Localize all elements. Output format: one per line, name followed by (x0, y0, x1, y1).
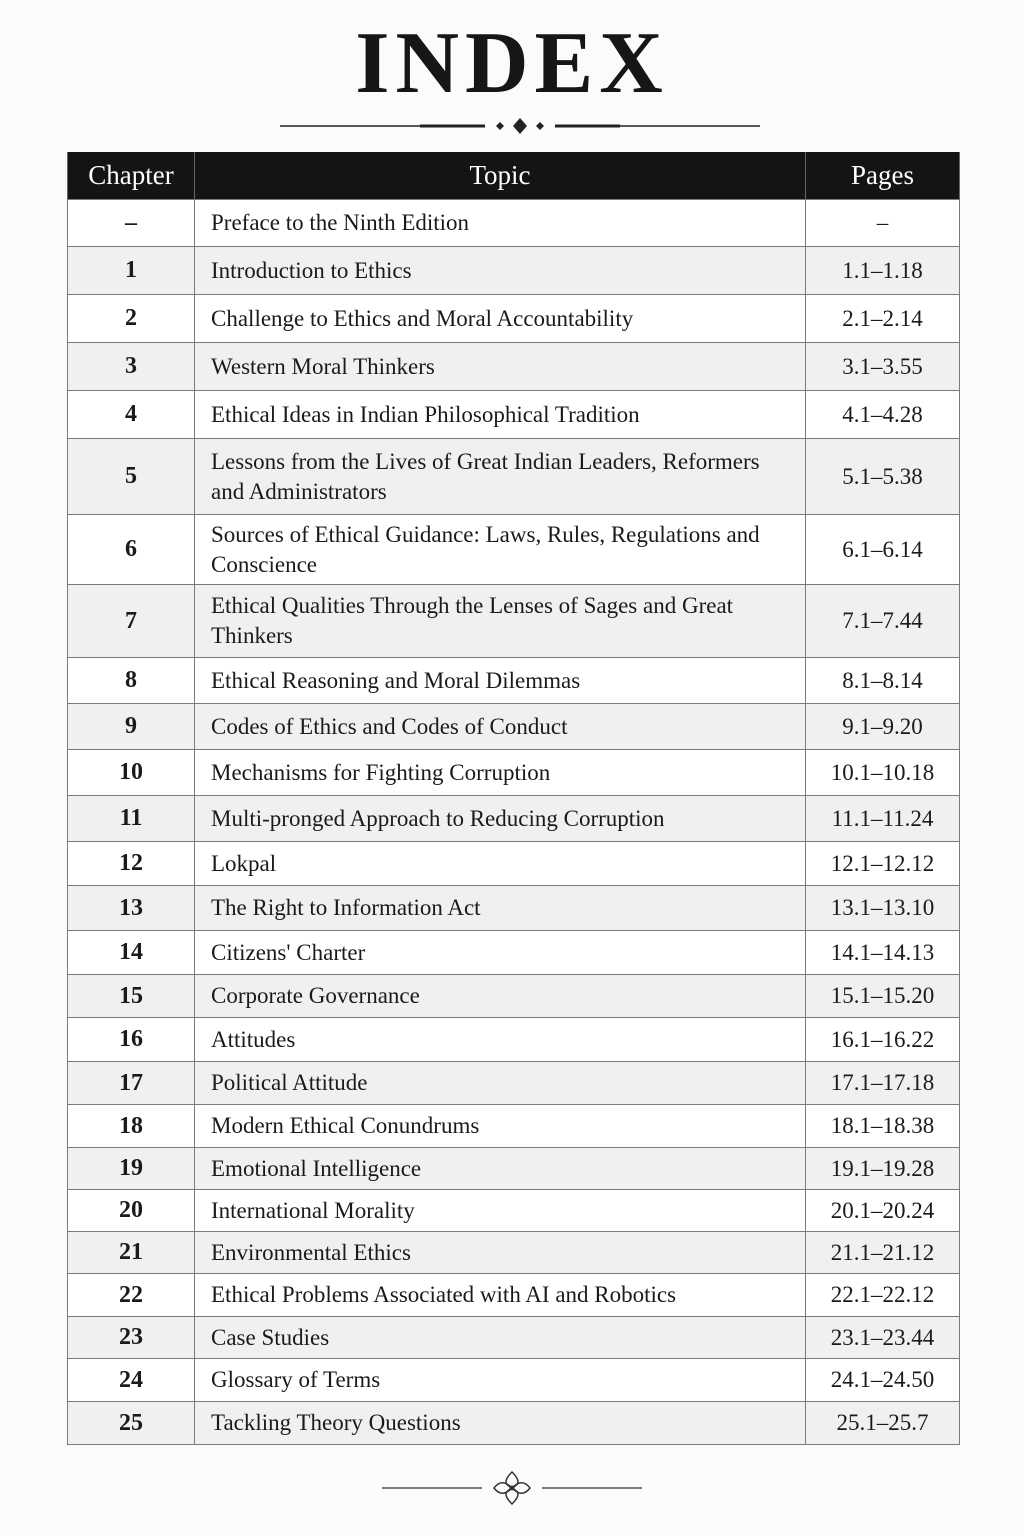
header-chapter: Chapter (68, 152, 195, 200)
topic-cell: Multi-pronged Approach to Reducing Corruption (195, 796, 806, 842)
table-row (68, 886, 960, 931)
flourish-divider-icon (382, 1468, 642, 1508)
topic-cell: Attitudes (195, 1018, 806, 1062)
table-row (68, 1062, 960, 1105)
pages-cell: 18.1–18.38 (806, 1105, 960, 1148)
topic-cell: Corporate Governance (195, 975, 806, 1018)
pages-cell: 25.1–25.7 (806, 1402, 960, 1445)
topic-cell: Environmental Ethics (195, 1232, 806, 1274)
table-row (68, 1317, 960, 1359)
topic-cell: Western Moral Thinkers (195, 343, 806, 391)
chapter-cell: 25 (68, 1402, 195, 1445)
pages-cell: 15.1–15.20 (806, 975, 960, 1018)
chapter-cell: 21 (68, 1232, 195, 1274)
table-row (68, 658, 960, 704)
pages-cell: 3.1–3.55 (806, 343, 960, 391)
table-row (68, 515, 960, 585)
chapter-cell: 9 (68, 704, 195, 750)
table-row (68, 1359, 960, 1402)
topic-cell: Lokpal (195, 842, 806, 886)
topic-cell: Ethical Qualities Through the Lenses of Sages and Great Thinkers (195, 585, 806, 658)
table-row (68, 750, 960, 796)
topic-cell: Citizens' Charter (195, 931, 806, 975)
topic-cell: Modern Ethical Conundrums (195, 1105, 806, 1148)
table-row (68, 295, 960, 343)
header-topic: Topic (195, 152, 806, 200)
pages-cell: 2.1–2.14 (806, 295, 960, 343)
table-row (68, 796, 960, 842)
chapter-cell: 1 (68, 247, 195, 295)
pages-cell: 17.1–17.18 (806, 1062, 960, 1105)
pages-cell: – (806, 200, 960, 247)
topic-cell: Case Studies (195, 1317, 806, 1359)
table-row (68, 1402, 960, 1445)
table-row (68, 585, 960, 658)
chapter-cell: 20 (68, 1190, 195, 1232)
topic-cell: Glossary of Terms (195, 1359, 806, 1402)
chapter-cell: 6 (68, 515, 195, 585)
index-table (67, 152, 960, 1445)
table-row (68, 200, 960, 247)
table-row (68, 1232, 960, 1274)
pages-cell: 19.1–19.28 (806, 1148, 960, 1190)
table-row (68, 704, 960, 750)
topic-cell: Mechanisms for Fighting Corruption (195, 750, 806, 796)
pages-cell: 16.1–16.22 (806, 1018, 960, 1062)
pages-cell: 11.1–11.24 (806, 796, 960, 842)
diamond-divider-icon (280, 116, 760, 136)
topic-cell: Ethical Reasoning and Moral Dilemmas (195, 658, 806, 704)
chapter-cell: 15 (68, 975, 195, 1018)
topic-cell: International Morality (195, 1190, 806, 1232)
chapter-cell: 12 (68, 842, 195, 886)
page-title: INDEX (355, 15, 669, 112)
topic-cell: The Right to Information Act (195, 886, 806, 931)
table-row (68, 439, 960, 515)
pages-cell: 14.1–14.13 (806, 931, 960, 975)
chapter-cell: 23 (68, 1317, 195, 1359)
table-header-row (68, 152, 960, 200)
pages-cell: 10.1–10.18 (806, 750, 960, 796)
table-row (68, 1018, 960, 1062)
table-row (68, 931, 960, 975)
chapter-cell: 7 (68, 585, 195, 658)
chapter-cell: 8 (68, 658, 195, 704)
pages-cell: 7.1–7.44 (806, 585, 960, 658)
topic-cell: Political Attitude (195, 1062, 806, 1105)
table-row (68, 391, 960, 439)
topic-cell: Introduction to Ethics (195, 247, 806, 295)
chapter-cell: 22 (68, 1274, 195, 1317)
pages-cell: 5.1–5.38 (806, 439, 960, 515)
table-row (68, 1148, 960, 1190)
chapter-cell: 4 (68, 391, 195, 439)
pages-cell: 1.1–1.18 (806, 247, 960, 295)
topic-cell: Sources of Ethical Guidance: Laws, Rules, Regulations and Conscience (195, 515, 806, 585)
pages-cell: 20.1–20.24 (806, 1190, 960, 1232)
chapter-cell: 11 (68, 796, 195, 842)
pages-cell: 23.1–23.44 (806, 1317, 960, 1359)
chapter-cell: – (68, 200, 195, 247)
topic-cell: Ethical Ideas in Indian Philosophical Tradition (195, 391, 806, 439)
pages-cell: 9.1–9.20 (806, 704, 960, 750)
pages-cell: 13.1–13.10 (806, 886, 960, 931)
topic-cell: Emotional Intelligence (195, 1148, 806, 1190)
pages-cell: 24.1–24.50 (806, 1359, 960, 1402)
table-row (68, 343, 960, 391)
table-row (68, 1105, 960, 1148)
chapter-cell: 10 (68, 750, 195, 796)
chapter-cell: 5 (68, 439, 195, 515)
topic-cell: Challenge to Ethics and Moral Accountability (195, 295, 806, 343)
topic-cell: Ethical Problems Associated with AI and Robotics (195, 1274, 806, 1317)
pages-cell: 6.1–6.14 (806, 515, 960, 585)
chapter-cell: 17 (68, 1062, 195, 1105)
table-row (68, 247, 960, 295)
topic-cell: Lessons from the Lives of Great Indian Leaders, Reformers and Administrators (195, 439, 806, 515)
chapter-cell: 2 (68, 295, 195, 343)
chapter-cell: 13 (68, 886, 195, 931)
header-pages: Pages (806, 152, 960, 200)
table-row (68, 1274, 960, 1317)
pages-cell: 4.1–4.28 (806, 391, 960, 439)
topic-cell: Tackling Theory Questions (195, 1402, 806, 1445)
pages-cell: 21.1–21.12 (806, 1232, 960, 1274)
table-row (68, 975, 960, 1018)
table-row (68, 842, 960, 886)
chapter-cell: 18 (68, 1105, 195, 1148)
topic-cell: Preface to the Ninth Edition (195, 200, 806, 247)
chapter-cell: 14 (68, 931, 195, 975)
topic-cell: Codes of Ethics and Codes of Conduct (195, 704, 806, 750)
pages-cell: 22.1–22.12 (806, 1274, 960, 1317)
chapter-cell: 3 (68, 343, 195, 391)
chapter-cell: 19 (68, 1148, 195, 1190)
chapter-cell: 24 (68, 1359, 195, 1402)
chapter-cell: 16 (68, 1018, 195, 1062)
pages-cell: 8.1–8.14 (806, 658, 960, 704)
table-row (68, 1190, 960, 1232)
pages-cell: 12.1–12.12 (806, 842, 960, 886)
